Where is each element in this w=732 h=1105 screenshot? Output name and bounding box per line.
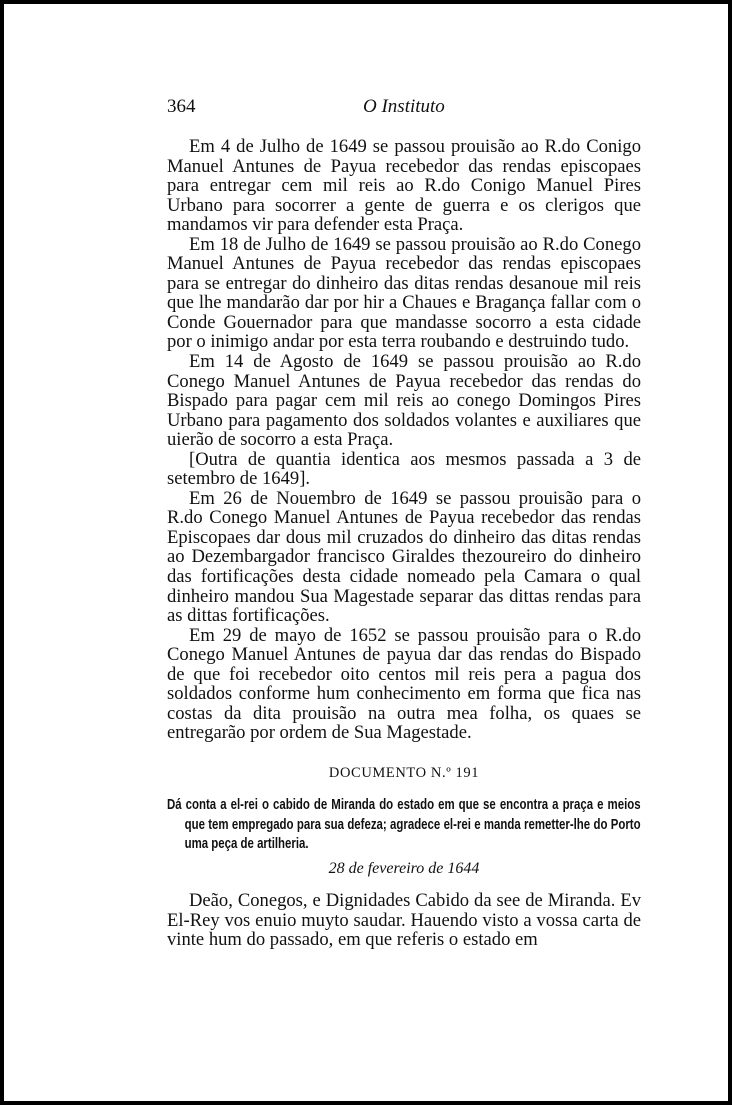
- paragraph: Em 4 de Julho de 1649 se passou prouisão ao R.do Conigo Manuel Antunes de Payua recebedor das rendas episcopaes para entregar cem mil reis ao R.do Conigo Manuel Pires Urbano para socorrer a gente de guerra e os clerigos que mandamos vir para defender esta Praça.: [167, 136, 641, 236]
- document-opening-paragraph: Deão, Conegos, e Dignidades Cabido da see de Miranda. Ev El-Rey vos enuio muyto saudar. Hauendo visto a vossa carta de vinte hum do passado, em que referis o estado em: [167, 890, 641, 950]
- paragraph: Em 14 de Agosto de 1649 se passou prouisão ao R.do Conego Manuel Antunes de Payua recebedor das rendas do Bispado para pagar cem mil reis ao conego Domingos Pires Urbano para pagamento dos soldados volantes e auxiliares que uierão de socorro a esta Praça.: [167, 351, 641, 451]
- paragraph: [Outra de quantia identica aos mesmos passada a 3 de setembro de 1649].: [167, 448, 641, 490]
- document-heading: DOCUMENTO N.º 191: [328, 765, 480, 781]
- document-summary: [167, 796, 641, 855]
- paragraph: Em 18 de Julho de 1649 se passou prouisão ao R.do Conego Manuel Antunes de Payua recebedor das rendas episcopaes para se entregar do dinheiro das ditas rendas desanoue mil reis que lhe mandarão dar por hir a Chaues e Bragança fallar com o Conde Gouernador para que mandasse socorro a esta cidade por o inimigo andar por esta terra roubando e destruindo tudo.: [167, 233, 641, 353]
- document-summary-text: Dá conta a el-rei o cabido de Miranda do estado em que se encontra a praça e meios que tem empregado para sua defeza; agradece el-rei e manda remetter-lhe do Porto uma peça de artilheria.: [167, 797, 641, 852]
- document-date: 28 de fevereiro de 1644: [328, 860, 480, 877]
- paragraph: Em 29 de mayo de 1652 se passou prouisão para o R.do Conego Manuel Antunes de payua dar das rendas do Bispado de que foi recebedor oito centos mil reis pera a pagua dos soldados conforme hum conhecimento em forma que fica nas costas da dita prouisão na outra mea folha, os quaes se entregarão por ordem de Sua Magestade.: [167, 624, 641, 744]
- page-number: 364: [167, 96, 196, 117]
- paragraph: Em 26 de Nouembro de 1649 se passou prouisão para o R.do Conego Manuel Antunes de Payua recebedor das rendas Episcopaes dar dous mil cruzados do dinheiro das ditas rendas ao Dezembargador francisco Giraldes thezoureiro do dinheiro das fortificações desta cidade nomeado pela Camara o qual dinheiro mandou Sua Magestade separar das dittas rendas para as dittas fortificações.: [167, 487, 641, 627]
- book-page: [4, 4, 728, 1101]
- document-text: [167, 891, 641, 950]
- running-title: O Instituto: [363, 96, 445, 117]
- page-header: [167, 96, 641, 122]
- body-text: [167, 137, 641, 743]
